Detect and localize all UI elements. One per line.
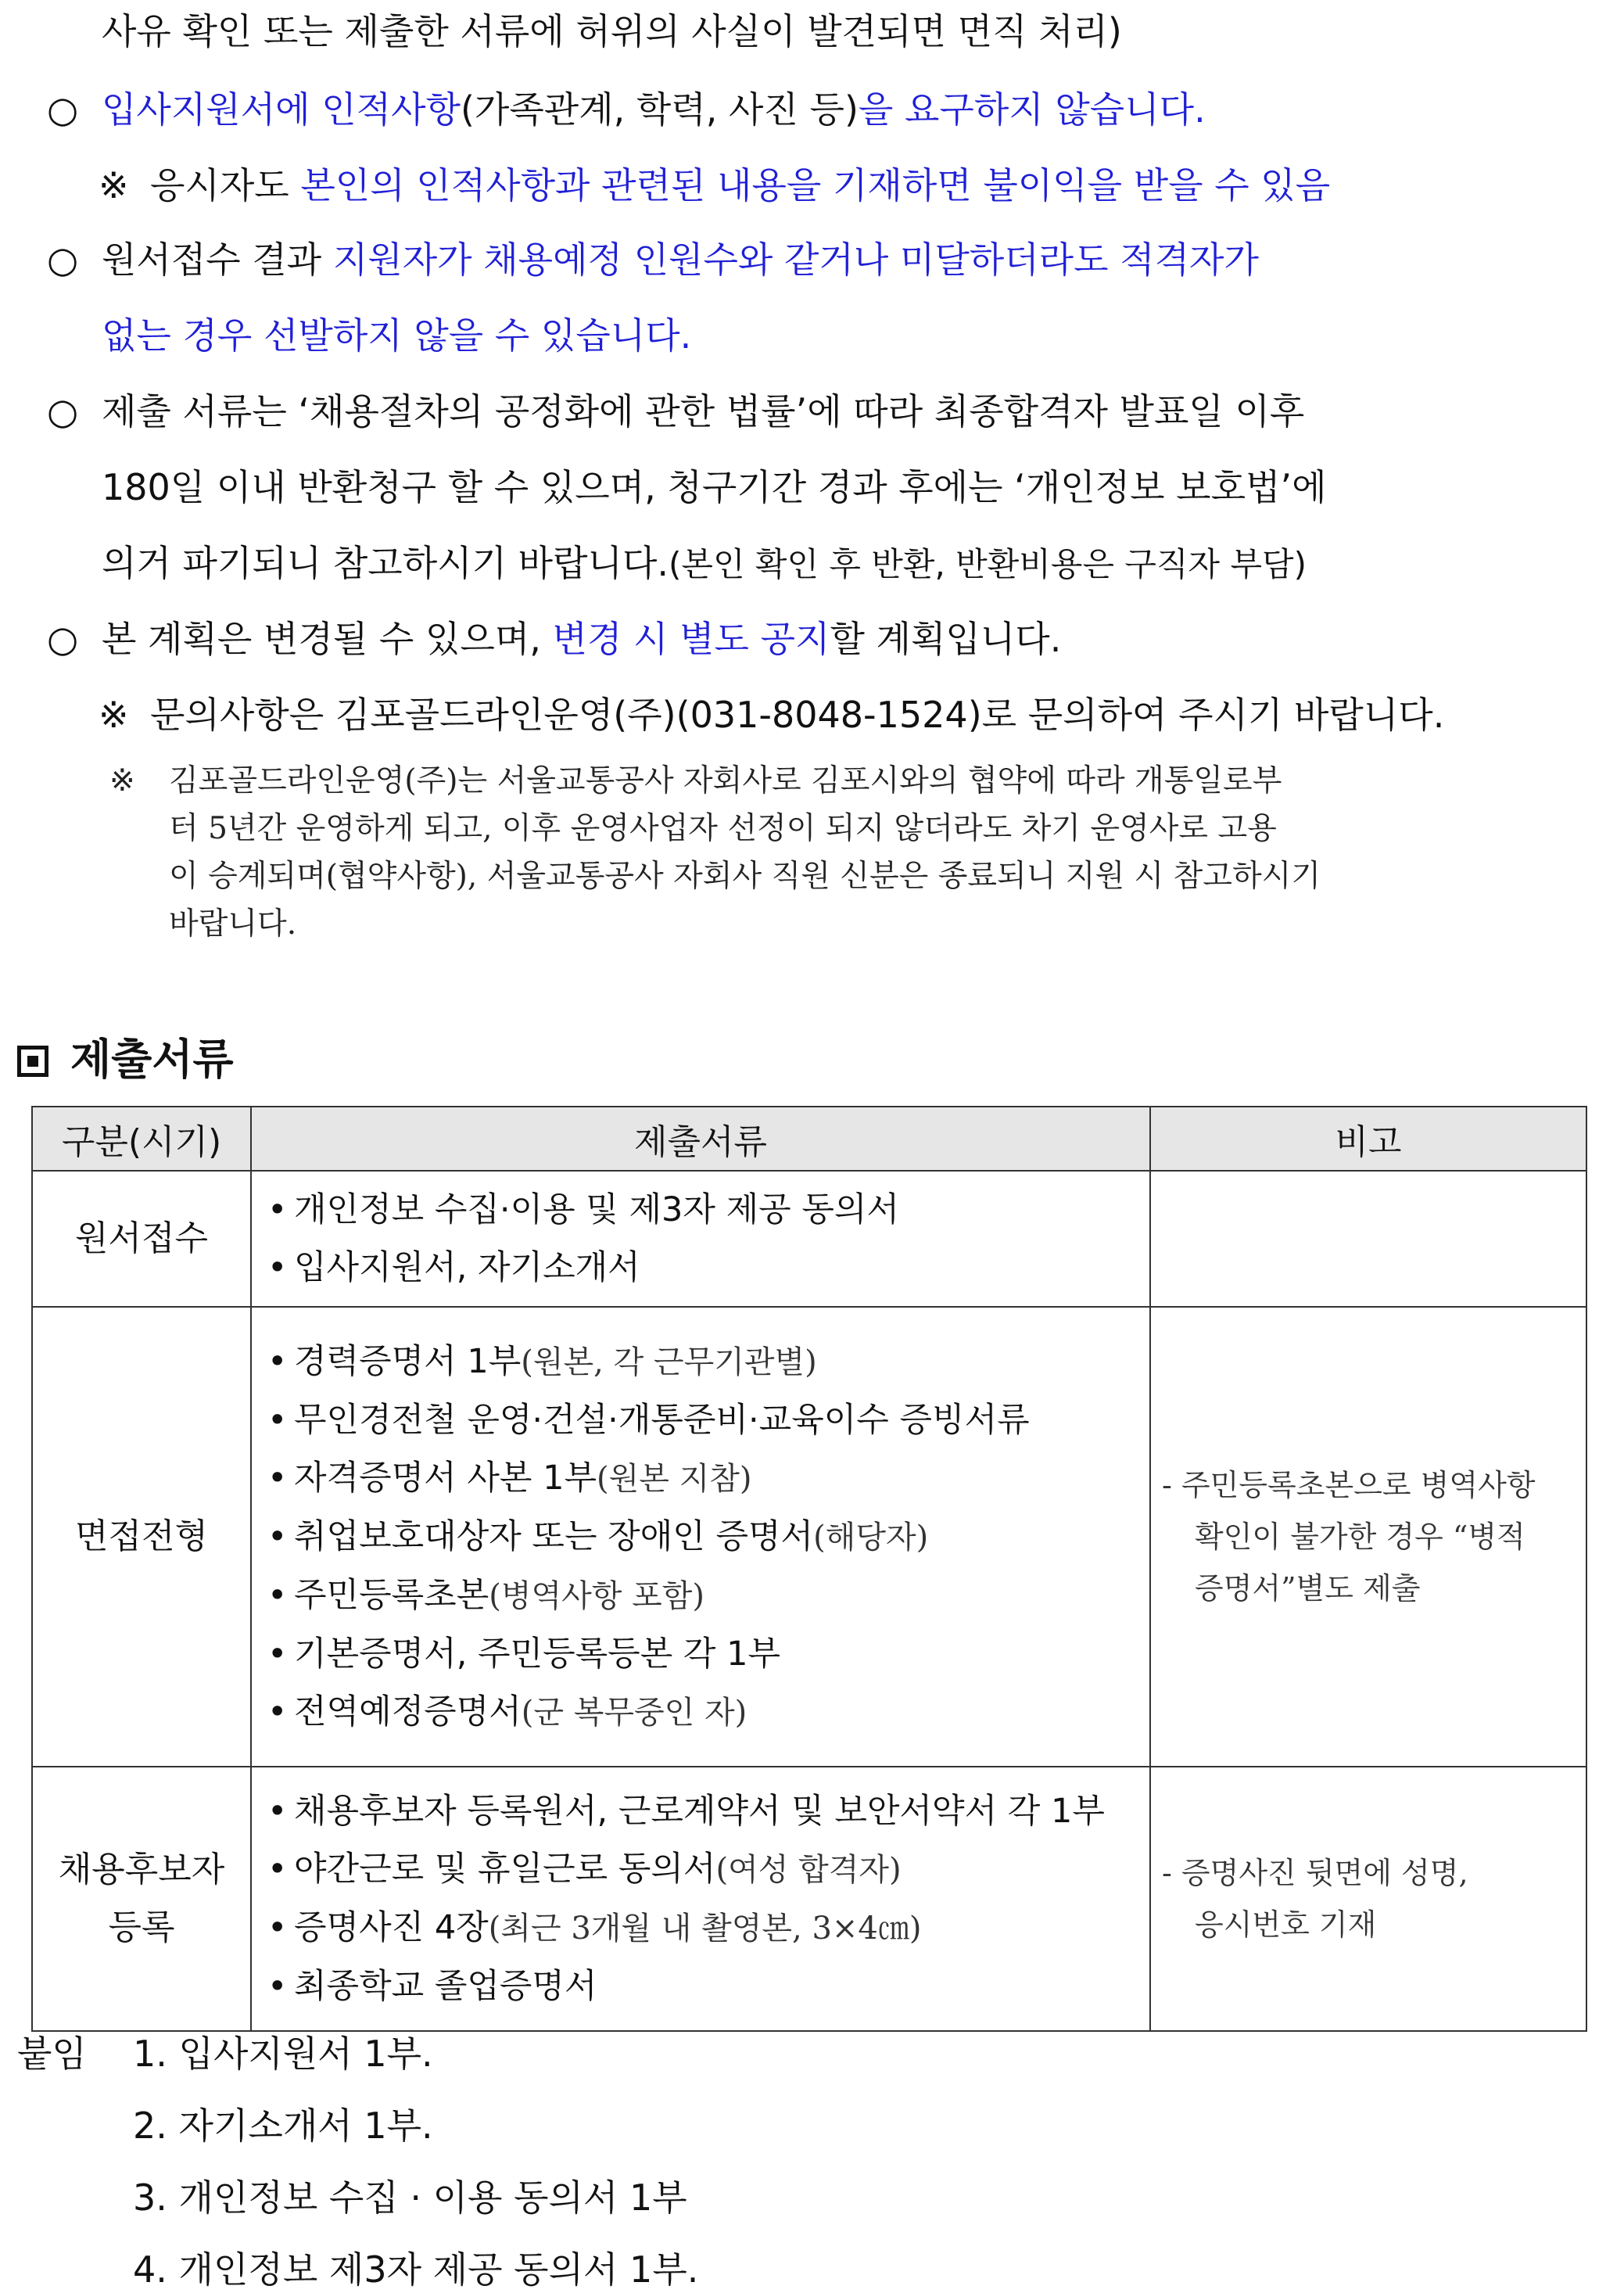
note-company-info-cont1: 터 5년간 운영하게 되고, 이후 운영사업자 선정이 되지 않더라도 차기 운영사로 고용 bbox=[169, 811, 1277, 846]
intro-line-0: 사유 확인 또는 제출한 서류에 허위의 사실이 발견되면 면직 처리) bbox=[102, 10, 1122, 52]
note-inquiry: ※ 문의사항은 김포골드라인운영(주)(031-8048-1524)로 문의하여 주시기 바랍니다. bbox=[99, 694, 1445, 736]
document-item: • 채용후보자 등록원서, 근로계약서 및 보안서약서 각 1부 bbox=[267, 1792, 1105, 1831]
bullet-no-personal-info: ○ 입사지원서에 인적사항(가족관계, 학력, 사진 등)을 요구하지 않습니다. bbox=[47, 88, 1206, 131]
attachments-label: 붙임 bbox=[17, 2033, 87, 2075]
remark-line: - 주민등록초본으로 병역사항 bbox=[1162, 1468, 1536, 1502]
header-category: 구분(시기) bbox=[32, 1107, 251, 1171]
remark-line: 증명서”별도 제출 bbox=[1195, 1571, 1421, 1606]
document-item: • 기본증명서, 주민등록등본 각 1부 bbox=[267, 1634, 781, 1674]
document-item: • 입사지원서, 자기소개서 bbox=[267, 1248, 640, 1287]
remark-line: - 증명사진 뒷면에 성명, bbox=[1162, 1856, 1468, 1890]
section-heading-documents: 제출서류 bbox=[17, 1032, 234, 1087]
bullet-document-return-cont2: 의거 파기되니 참고하시기 바랍니다.(본인 확인 후 반환, 반환비용은 구직자 부담) bbox=[102, 542, 1307, 584]
remark-line: 확인이 불가한 경우 “병적 bbox=[1195, 1520, 1525, 1554]
remark-cell bbox=[1150, 1767, 1586, 2031]
category-cell: 원서접수 bbox=[32, 1171, 251, 1307]
header-documents: 제출서류 bbox=[251, 1107, 1150, 1171]
documents-cell bbox=[251, 1767, 1150, 2031]
bullet-document-return-cont1: 180일 이내 반환청구 할 수 있으며, 청구기간 경과 후에는 ‘개인정보 보호법’에 bbox=[102, 466, 1327, 508]
attachment-item: 3. 개인정보 수집 · 이용 동의서 1부 bbox=[133, 2176, 687, 2219]
document-item: • 전역예정증명서(군 복무중인 자) bbox=[267, 1692, 747, 1731]
document-item: • 경력증명서 1부(원본, 각 근무기관별) bbox=[267, 1341, 817, 1381]
document-item: • 개인정보 수집·이용 및 제3자 제공 동의서 bbox=[267, 1190, 899, 1229]
attachment-item: 1. 입사지원서 1부. bbox=[133, 2033, 433, 2075]
header-remarks: 비고 bbox=[1150, 1107, 1586, 1171]
category-cell: 면접전형 bbox=[32, 1307, 251, 1767]
note-company-info: ※ 김포골드라인운영(주)는 서울교통공사 자회사로 김포시와의 협약에 따라 개통일로부 bbox=[109, 763, 1282, 798]
table-header-row bbox=[32, 1107, 1586, 1171]
bullet-may-not-select: ○ 원서접수 결과 지원자가 채용예정 인원수와 같거나 미달하더라도 적격자가 bbox=[47, 239, 1259, 281]
category-line: 채용후보자 bbox=[58, 1850, 225, 1889]
documents-cell bbox=[251, 1307, 1150, 1767]
category-cell bbox=[32, 1767, 251, 2031]
document-item: • 무인경전철 운영·건설·개통준비·교육이수 증빙서류 bbox=[267, 1400, 1030, 1440]
remark-cell bbox=[1150, 1307, 1586, 1767]
document-item: • 취업보호대상자 또는 장애인 증명서(해당자) bbox=[267, 1516, 929, 1556]
square-bullet-icon bbox=[17, 1046, 48, 1077]
documents-table bbox=[31, 1106, 1587, 2032]
bullet-may-not-select-cont: 없는 경우 선발하지 않을 수 있습니다. bbox=[102, 314, 692, 357]
table-row bbox=[32, 1307, 1586, 1767]
document-item: • 증명사진 4장(최근 3개월 내 촬영본, 3×4㎝) bbox=[267, 1908, 922, 1947]
category-line: 등록 bbox=[108, 1907, 175, 1947]
document-item: • 야간근로 및 휴일근로 동의서(여성 합격자) bbox=[267, 1850, 902, 1889]
table-row bbox=[32, 1767, 1586, 2031]
note-applicant-disadvantage: ※ 응시자도 본인의 인적사항과 관련된 내용을 기재하면 불이익을 받을 수 있음 bbox=[99, 164, 1331, 206]
bullet-plan-change: ○ 본 계획은 변경될 수 있으며, 변경 시 별도 공지할 계획입니다. bbox=[47, 618, 1062, 660]
attachment-item: 4. 개인정보 제3자 제공 동의서 1부. bbox=[133, 2248, 699, 2291]
documents-cell bbox=[251, 1171, 1150, 1307]
table-row bbox=[32, 1171, 1586, 1307]
attachment-item: 2. 자기소개서 1부. bbox=[133, 2105, 433, 2147]
remark-cell bbox=[1150, 1171, 1586, 1307]
note-company-info-cont2: 이 승계되며(협약사항), 서울교통공사 자회사 직원 신분은 종료되니 지원 시 참고하시기 bbox=[169, 859, 1321, 894]
bullet-document-return: ○ 제출 서류는 ‘채용절차의 공정화에 관한 법률’에 따라 최종합격자 발표일 이후 bbox=[47, 390, 1305, 432]
document-item: • 자격증명서 사본 1부(원본 지참) bbox=[267, 1458, 752, 1498]
document-item: • 주민등록초본(병역사항 포함) bbox=[267, 1575, 704, 1615]
document-item: • 최종학교 졸업증명서 bbox=[267, 1967, 597, 2006]
note-company-info-cont3: 바랍니다. bbox=[169, 906, 297, 942]
remark-line: 응시번호 기재 bbox=[1195, 1907, 1377, 1942]
